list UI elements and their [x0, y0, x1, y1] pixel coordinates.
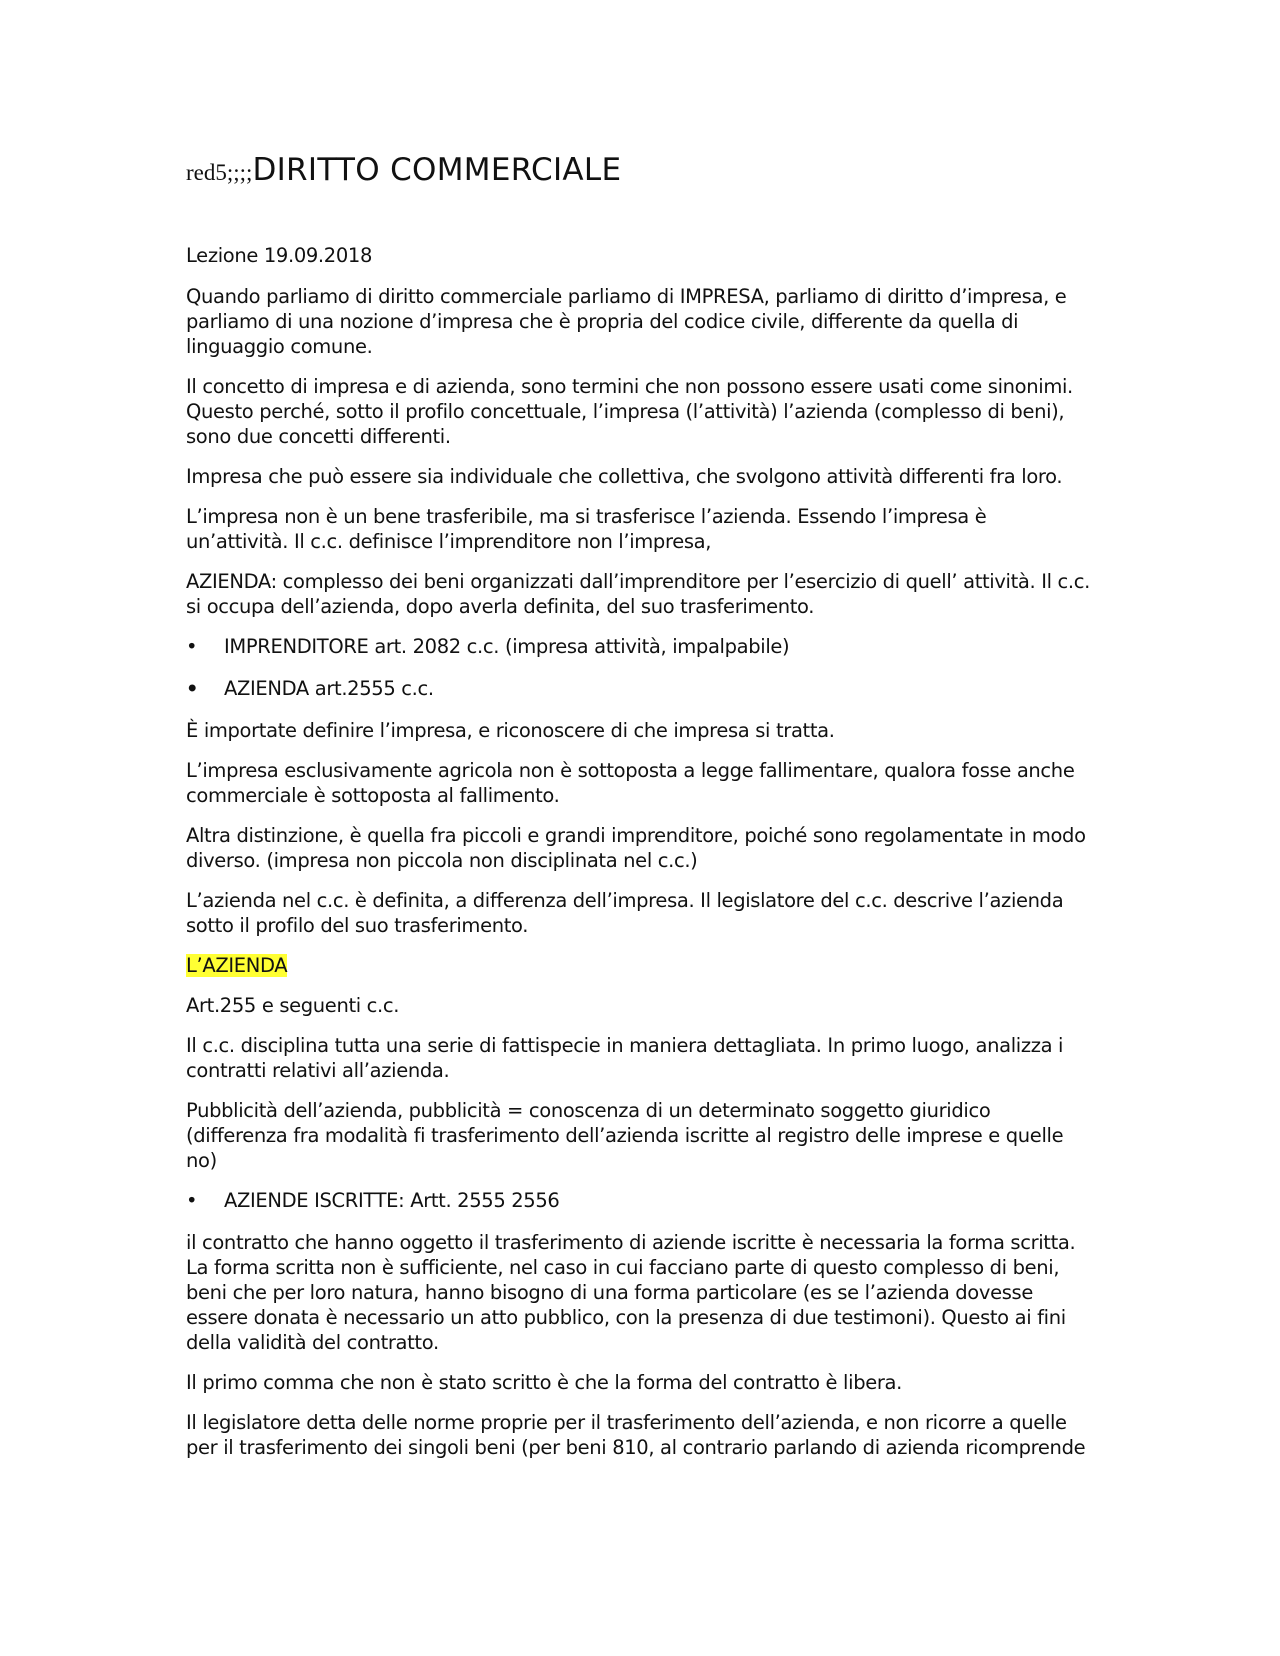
- section-heading: [186, 953, 1092, 978]
- bullet-item: [186, 634, 1092, 659]
- paragraph: L’impresa non è un bene trasferibile, ma si trasferisce l’azienda. Essendo l’impresa è un’attività. Il c.c. definisce l’imprenditore non l’impresa,: [186, 505, 987, 553]
- paragraph: Il c.c. disciplina tutta una serie di fattispecie in maniera dettagliata. In primo luogo, analizza i contratti relativi all’azienda.: [186, 1034, 1064, 1082]
- paragraph: Il legislatore detta delle norme proprie per il trasferimento dell’azienda, e non ricorre a quelle per il trasferimento dei singoli beni (per beni 810, al contrario parlando di azienda ricomprende: [186, 1411, 1086, 1459]
- bullet-item: [186, 1188, 1092, 1213]
- paragraph: AZIENDA: complesso dei beni organizzati dall’imprenditore per l’esercizio di quell’ attività. Il c.c. si occupa dell’azienda, dopo averla definita, del suo trasferimento.: [186, 570, 1090, 618]
- title-prefix: red5;;;;: [186, 160, 253, 185]
- bullet-marker: •: [186, 635, 198, 658]
- document-body: [186, 146, 1092, 1475]
- lesson-date: Lezione 19.09.2018: [186, 244, 373, 267]
- paragraph: Pubblicità dell’azienda, pubblicità = conoscenza di un determinato soggetto giuridico (differenza fra modalità fi trasferimento dell’azienda iscritte al registro delle imprese e quelle no): [186, 1099, 1064, 1172]
- paragraph: Il primo comma che non è stato scritto è che la forma del contratto è libera.: [186, 1371, 902, 1394]
- paragraph: L’impresa esclusivamente agricola non è sottoposta a legge fallimentare, qualora fosse anche commerciale è sottoposta al fallimento.: [186, 759, 1075, 807]
- paragraph: il contratto che hanno oggetto il trasferimento di aziende iscritte è necessaria la forma scritta. La forma scritta non è sufficiente, nel caso in cui facciano parte di questo complesso di beni, beni che per loro natura, hanno bisogno di una forma particolare (es se l’azienda dovesse essere donata è necessario un atto pubblico, con la presenza di due testimoni). Questo ai fini della validità del contratto.: [186, 1231, 1076, 1354]
- paragraph: Art.255 e seguenti c.c.: [186, 994, 400, 1017]
- paragraph: Il concetto di impresa e di azienda, sono termini che non possono essere usati come sinonimi. Questo perché, sotto il profilo concettuale, l’impresa (l’attività) l’azienda (complesso di beni), sono due concetti differenti.: [186, 375, 1073, 448]
- bullet-text: AZIENDA art.2555 c.c.: [224, 677, 434, 700]
- paragraph: Impresa che può essere sia individuale che collettiva, che svolgono attività differenti fra loro.: [186, 465, 1063, 488]
- title-text: DIRITTO COMMERCIALE: [252, 152, 622, 188]
- paragraph: Quando parliamo di diritto commerciale parliamo di IMPRESA, parliamo di diritto d’impresa, e parliamo di una nozione d’impresa che è propria del codice civile, differente da quella di linguaggio comune.: [186, 285, 1067, 358]
- paragraph: È importate definire l’impresa, e riconoscere di che impresa si tratta.: [186, 719, 835, 742]
- bullet-item: [186, 676, 1092, 701]
- bullet-marker: •: [186, 677, 199, 700]
- paragraph: L’azienda nel c.c. è definita, a differenza dell’impresa. Il legislatore del c.c. descrive l’azienda sotto il profilo del suo trasferimento.: [186, 889, 1064, 937]
- bullet-text: IMPRENDITORE art. 2082 c.c. (impresa attività, impalpabile): [224, 635, 790, 658]
- bullet-text: AZIENDE ISCRITTE: Artt. 2555 2556: [224, 1189, 560, 1212]
- bullet-marker: •: [186, 1189, 198, 1212]
- highlighted-heading: L’AZIENDA: [186, 954, 288, 977]
- paragraph: Altra distinzione, è quella fra piccoli e grandi imprenditore, poiché sono regolamentate in modo diverso. (impresa non piccola non disciplinata nel c.c.): [186, 824, 1086, 872]
- document-title: [186, 146, 1092, 195]
